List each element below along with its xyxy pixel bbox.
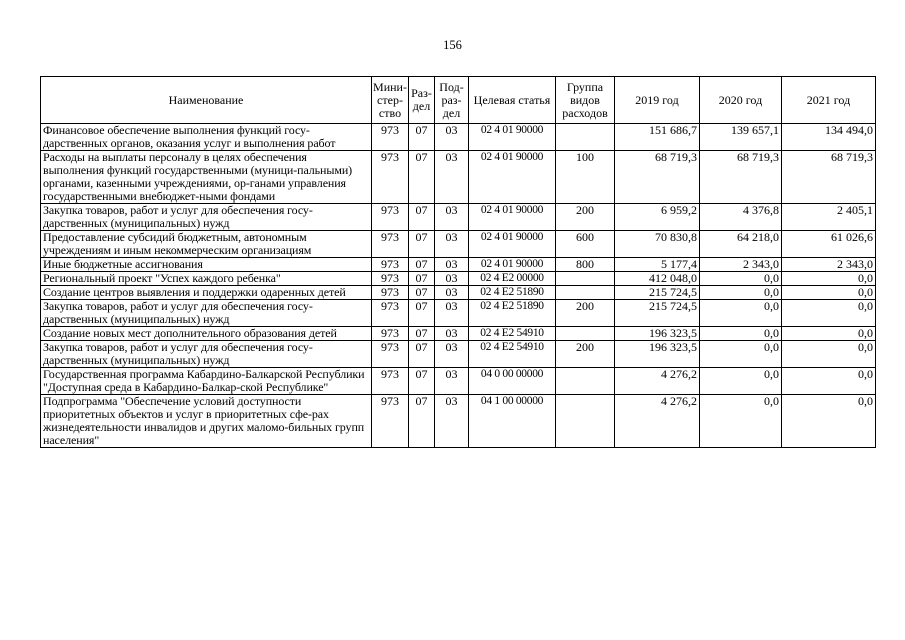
- row-ministry: 973: [372, 124, 409, 151]
- table-row: [41, 395, 876, 448]
- row-section: 07: [409, 124, 435, 151]
- row-2020: 0,0: [700, 341, 782, 368]
- row-name: Иные бюджетные ассигнования: [41, 258, 372, 272]
- row-subsection: 03: [435, 272, 469, 286]
- row-target: 02 4 E2 00000: [469, 272, 556, 286]
- row-section: 07: [409, 204, 435, 231]
- row-2020: 0,0: [700, 327, 782, 341]
- row-name: Создание центров выявления и поддержки одаренных детей: [41, 286, 372, 300]
- row-subsection: 03: [435, 231, 469, 258]
- row-group: [556, 395, 615, 448]
- row-2020: 0,0: [700, 286, 782, 300]
- row-2019: 70 830,8: [615, 231, 700, 258]
- row-subsection: 03: [435, 124, 469, 151]
- header-2019: 2019 год: [615, 77, 700, 124]
- table-row: [41, 286, 876, 300]
- row-subsection: 03: [435, 258, 469, 272]
- table-row: [41, 231, 876, 258]
- row-target: 02 4 E2 54910: [469, 341, 556, 368]
- table-row: [41, 341, 876, 368]
- row-section: 07: [409, 258, 435, 272]
- row-group: 800: [556, 258, 615, 272]
- row-ministry: 973: [372, 231, 409, 258]
- row-group: [556, 124, 615, 151]
- row-2019: 196 323,5: [615, 341, 700, 368]
- row-2021: 61 026,6: [782, 231, 876, 258]
- row-2020: 0,0: [700, 300, 782, 327]
- row-section: 07: [409, 300, 435, 327]
- row-section: 07: [409, 341, 435, 368]
- row-2021: 0,0: [782, 286, 876, 300]
- table-row: [41, 272, 876, 286]
- row-2019: 4 276,2: [615, 395, 700, 448]
- header-2020: 2020 год: [700, 77, 782, 124]
- page-number: 156: [443, 38, 462, 52]
- row-2021: 0,0: [782, 327, 876, 341]
- table-row: [41, 151, 876, 204]
- row-name: Финансовое обеспечение выполнения функций госу-дарственных органов, оказания услуг и выполнения работ: [41, 124, 372, 151]
- row-name: Подпрограмма "Обеспечение условий доступности приоритетных объектов и услуг в приоритетных сфе-рах жизнедеятельности инвалидов и других маломо-бильных групп населения": [41, 395, 372, 448]
- row-section: 07: [409, 286, 435, 300]
- row-2020: 0,0: [700, 272, 782, 286]
- row-ministry: 973: [372, 368, 409, 395]
- row-subsection: 03: [435, 341, 469, 368]
- row-group: [556, 272, 615, 286]
- row-name: Закупка товаров, работ и услуг для обеспечения госу-дарственных (муниципальных) нужд: [41, 204, 372, 231]
- header-expense-group: Группа видов расходов: [556, 77, 615, 124]
- table-row: [41, 258, 876, 272]
- row-2019: 4 276,2: [615, 368, 700, 395]
- row-ministry: 973: [372, 300, 409, 327]
- row-subsection: 03: [435, 327, 469, 341]
- row-group: 200: [556, 300, 615, 327]
- row-name: Расходы на выплаты персоналу в целях обеспечения выполнения функций государственными (муници-пальными) органами, казенными учреждениями, ор-ганами управления государственными внебюджет-ными фондами: [41, 151, 372, 204]
- row-group: 200: [556, 204, 615, 231]
- row-name: Создание новых мест дополнительного образования детей: [41, 327, 372, 341]
- row-target: 04 0 00 00000: [469, 368, 556, 395]
- row-2019: 151 686,7: [615, 124, 700, 151]
- row-2020: 139 657,1: [700, 124, 782, 151]
- table-header-row: [41, 77, 876, 124]
- row-2021: 0,0: [782, 341, 876, 368]
- row-target: 02 4 01 90000: [469, 124, 556, 151]
- row-2019: 196 323,5: [615, 327, 700, 341]
- row-group: [556, 286, 615, 300]
- row-target: 02 4 E2 51890: [469, 286, 556, 300]
- row-target: 02 4 01 90000: [469, 231, 556, 258]
- row-2019: 68 719,3: [615, 151, 700, 204]
- row-2021: 0,0: [782, 300, 876, 327]
- row-name: Предоставление субсидий бюджетным, автономным учреждениям и иным некоммерческим организациям: [41, 231, 372, 258]
- row-2021: 2 343,0: [782, 258, 876, 272]
- row-name: Региональный проект "Успех каждого ребенка": [41, 272, 372, 286]
- row-2020: 4 376,8: [700, 204, 782, 231]
- header-ministry: Мини-стер-ство: [372, 77, 409, 124]
- row-ministry: 973: [372, 204, 409, 231]
- table-row: [41, 327, 876, 341]
- row-target: 02 4 E2 54910: [469, 327, 556, 341]
- table-row: [41, 368, 876, 395]
- row-subsection: 03: [435, 300, 469, 327]
- row-2020: 2 343,0: [700, 258, 782, 272]
- row-section: 07: [409, 151, 435, 204]
- header-name: Наименование: [41, 77, 372, 124]
- row-subsection: 03: [435, 151, 469, 204]
- row-subsection: 03: [435, 395, 469, 448]
- row-subsection: 03: [435, 368, 469, 395]
- row-group: 100: [556, 151, 615, 204]
- table-row: [41, 300, 876, 327]
- row-ministry: 973: [372, 341, 409, 368]
- row-target: 02 4 01 90000: [469, 151, 556, 204]
- row-ministry: 973: [372, 395, 409, 448]
- table-row: [41, 204, 876, 231]
- row-2020: 0,0: [700, 395, 782, 448]
- row-subsection: 03: [435, 286, 469, 300]
- row-section: 07: [409, 395, 435, 448]
- header-2021: 2021 год: [782, 77, 876, 124]
- row-target: 02 4 01 90000: [469, 204, 556, 231]
- row-2019: 5 177,4: [615, 258, 700, 272]
- row-2021: 134 494,0: [782, 124, 876, 151]
- row-section: 07: [409, 231, 435, 258]
- row-group: [556, 368, 615, 395]
- row-2019: 6 959,2: [615, 204, 700, 231]
- row-ministry: 973: [372, 286, 409, 300]
- row-target: 02 4 01 90000: [469, 258, 556, 272]
- row-2019: 215 724,5: [615, 300, 700, 327]
- row-2020: 68 719,3: [700, 151, 782, 204]
- row-2021: 68 719,3: [782, 151, 876, 204]
- header-subsection: Под-раз-дел: [435, 77, 469, 124]
- header-section: Раз-дел: [409, 77, 435, 124]
- row-ministry: 973: [372, 151, 409, 204]
- row-section: 07: [409, 327, 435, 341]
- row-target: 02 4 E2 51890: [469, 300, 556, 327]
- row-2021: 0,0: [782, 272, 876, 286]
- row-ministry: 973: [372, 327, 409, 341]
- row-2020: 0,0: [700, 368, 782, 395]
- row-2021: 0,0: [782, 395, 876, 448]
- row-section: 07: [409, 272, 435, 286]
- row-2020: 64 218,0: [700, 231, 782, 258]
- row-2019: 412 048,0: [615, 272, 700, 286]
- row-2021: 0,0: [782, 368, 876, 395]
- header-target: Целевая статья: [469, 77, 556, 124]
- row-group: 200: [556, 341, 615, 368]
- table-row: [41, 124, 876, 151]
- row-subsection: 03: [435, 204, 469, 231]
- row-group: [556, 327, 615, 341]
- budget-table: [40, 76, 876, 448]
- row-ministry: 973: [372, 258, 409, 272]
- row-name: Закупка товаров, работ и услуг для обеспечения госу-дарственных (муниципальных) нужд: [41, 300, 372, 327]
- row-group: 600: [556, 231, 615, 258]
- row-2019: 215 724,5: [615, 286, 700, 300]
- row-name: Государственная программа Кабардино-Балкарской Республики "Доступная среда в Кабардино-Балкар-ской Республике": [41, 368, 372, 395]
- row-section: 07: [409, 368, 435, 395]
- row-ministry: 973: [372, 272, 409, 286]
- row-target: 04 1 00 00000: [469, 395, 556, 448]
- row-name: Закупка товаров, работ и услуг для обеспечения госу-дарственных (муниципальных) нужд: [41, 341, 372, 368]
- row-2021: 2 405,1: [782, 204, 876, 231]
